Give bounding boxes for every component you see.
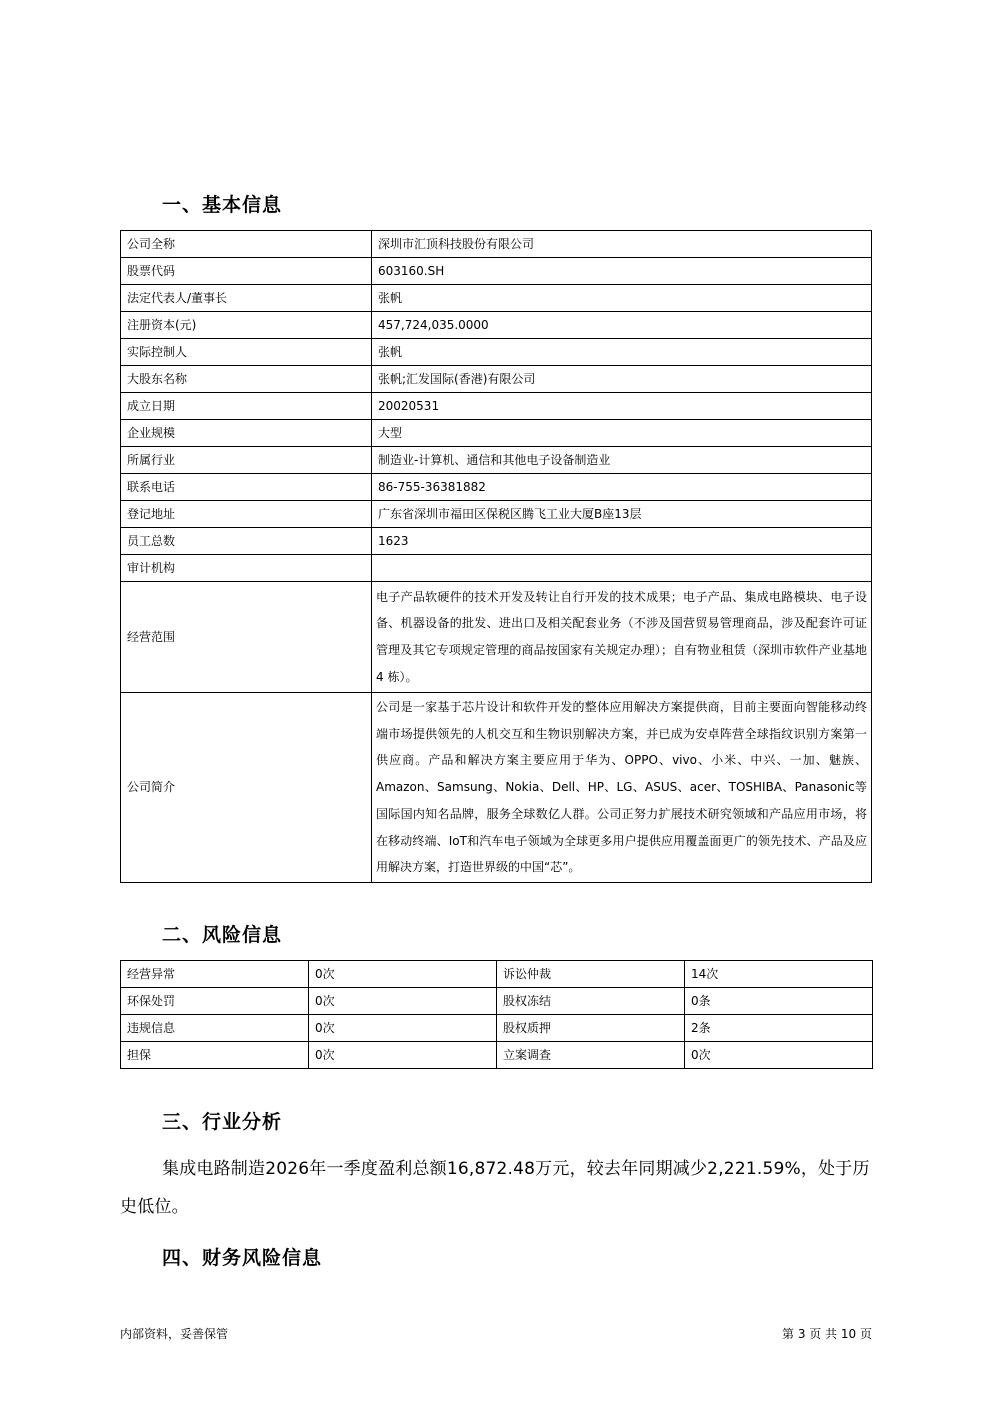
- field-value: 86-755-36381882: [372, 474, 872, 501]
- table-row: [121, 339, 872, 366]
- table-row: [121, 501, 872, 528]
- field-value: 制造业-计算机、通信和其他电子设备制造业: [372, 447, 872, 474]
- field-value: 张帆: [372, 285, 872, 312]
- table-row: [121, 393, 872, 420]
- field-label: 联系电话: [121, 474, 372, 501]
- field-value: 457,724,035.0000: [372, 312, 872, 339]
- table-row: [121, 961, 873, 988]
- field-label: 公司全称: [121, 231, 372, 258]
- page-number: 第 3 页 共 10 页: [782, 1327, 872, 1341]
- table-row: [121, 420, 872, 447]
- risk-label: 环保处罚: [121, 988, 309, 1015]
- risk-value: 0条: [685, 988, 873, 1015]
- field-value: 603160.SH: [372, 258, 872, 285]
- risk-label: 违规信息: [121, 1015, 309, 1042]
- risk-label: 担保: [121, 1042, 309, 1069]
- table-row: [121, 258, 872, 285]
- field-value: [372, 555, 872, 582]
- section-title-industry-analysis: 三、行业分析: [162, 1111, 283, 1133]
- table-row: [121, 447, 872, 474]
- field-value: 张帆;汇发国际(香港)有限公司: [372, 366, 872, 393]
- table-row: [121, 1042, 873, 1069]
- field-value: 20020531: [372, 393, 872, 420]
- table-row: [121, 474, 872, 501]
- field-label: 企业规模: [121, 420, 372, 447]
- footer-note: 内部资料，妥善保管: [120, 1327, 229, 1341]
- table-row: [121, 582, 872, 693]
- field-label: 登记地址: [121, 501, 372, 528]
- risk-value: 0次: [309, 961, 497, 988]
- field-label: 大股东名称: [121, 366, 372, 393]
- basic-info-table: [120, 230, 872, 883]
- field-label: 审计机构: [121, 555, 372, 582]
- risk-value: 0次: [309, 1015, 497, 1042]
- risk-value: 0次: [309, 1042, 497, 1069]
- table-row: [121, 528, 872, 555]
- table-row: [121, 366, 872, 393]
- field-value: 1623: [372, 528, 872, 555]
- field-label: 成立日期: [121, 393, 372, 420]
- table-row: [121, 231, 872, 258]
- business-scope-label: 经营范围: [121, 582, 372, 693]
- table-row: [121, 693, 872, 883]
- field-label: 实际控制人: [121, 339, 372, 366]
- section-title-financial-risk: 四、财务风险信息: [162, 1247, 323, 1269]
- field-label: 注册资本(元): [121, 312, 372, 339]
- risk-value: 0次: [685, 1042, 873, 1069]
- risk-label: 股权质押: [497, 1015, 685, 1042]
- risk-label: 诉讼仲裁: [497, 961, 685, 988]
- field-label: 股票代码: [121, 258, 372, 285]
- table-row: [121, 1015, 873, 1042]
- field-value: 张帆: [372, 339, 872, 366]
- risk-value: 2条: [685, 1015, 873, 1042]
- risk-label: 立案调查: [497, 1042, 685, 1069]
- section-title-basic-info: 一、基本信息: [162, 194, 283, 216]
- risk-value: 14次: [685, 961, 873, 988]
- business-scope-value: 电子产品软硬件的技术开发及转让自行开发的技术成果；电子产品、集成电路模块、电子设备、机器设备的批发、进出口及相关配套业务（不涉及国营贸易管理商品，涉及配套许可证管理及其它专项规定管理的商品按国家有关规定办理）；自有物业租赁（深圳市软件产业基地 4 栋）。: [372, 582, 872, 693]
- risk-value: 0次: [309, 988, 497, 1015]
- industry-analysis-text: 集成电路制造2026年一季度盈利总额16,872.48万元，较去年同期减少2,221.59%，处于历史低位。: [120, 1159, 870, 1217]
- field-value: 深圳市汇顶科技股份有限公司: [372, 231, 872, 258]
- company-intro-label: 公司简介: [121, 693, 372, 883]
- risk-label: 股权冻结: [497, 988, 685, 1015]
- section-title-risk-info: 二、风险信息: [162, 924, 283, 946]
- field-label: 法定代表人/董事长: [121, 285, 372, 312]
- table-row: [121, 285, 872, 312]
- table-row: [121, 555, 872, 582]
- field-value: 大型: [372, 420, 872, 447]
- field-label: 所属行业: [121, 447, 372, 474]
- table-row: [121, 312, 872, 339]
- risk-label: 经营异常: [121, 961, 309, 988]
- field-value: 广东省深圳市福田区保税区腾飞工业大厦B座13层: [372, 501, 872, 528]
- table-row: [121, 988, 873, 1015]
- field-label: 员工总数: [121, 528, 372, 555]
- risk-info-table: [120, 960, 873, 1069]
- company-intro-value: 公司是一家基于芯片设计和软件开发的整体应用解决方案提供商，目前主要面向智能移动终端市场提供领先的人机交互和生物识别解决方案，并已成为安卓阵营全球指纹识别方案第一供应商。产品和解决方案主要应用于华为、OPPO、vivo、小米、中兴、一加、魅族、Amazon、Samsung、Nokia、Dell、HP、LG、ASUS、acer、TOSHIBA、Panasonic等国际国内知名品牌，服务全球数亿人群。公司正努力扩展技术研究领域和产品应用市场，将在移动终端、IoT和汽车电子领域为全球更多用户提供应用覆盖面更广的领先技术、产品及应用解决方案，打造世界级的中国“芯”。: [372, 693, 872, 883]
